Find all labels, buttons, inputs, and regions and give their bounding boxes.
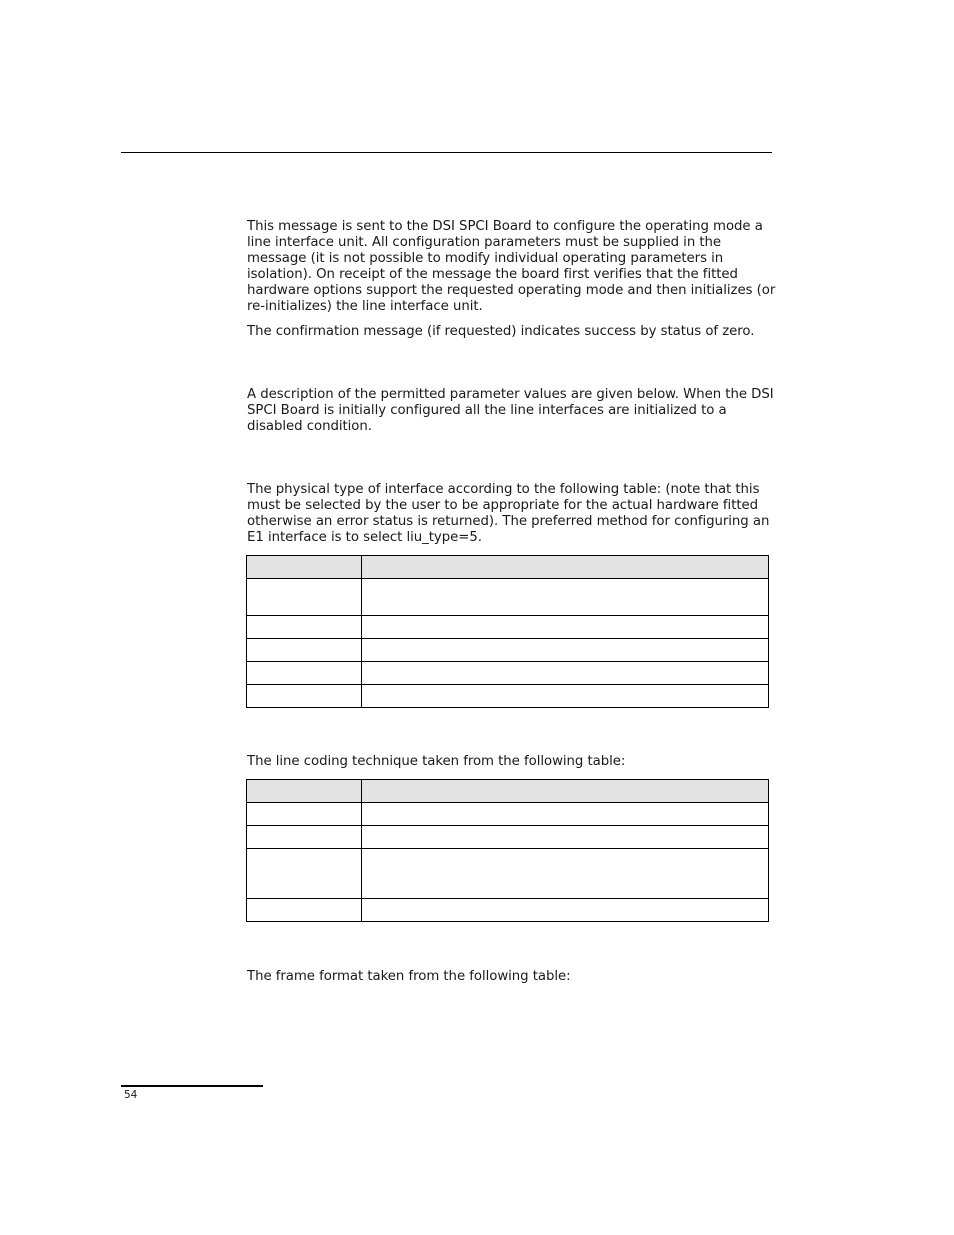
parameters-paragraph: A description of the permitted parameter values are given below. When the DSI SPCI Board is initially configured all the line interfaces are initialized to a disabled condition. (247, 387, 774, 434)
line-code-paragraph: The line coding technique taken from the following table: (247, 754, 626, 769)
table-row (247, 849, 769, 899)
table-cell (247, 639, 362, 662)
header-rule (121, 152, 772, 153)
table-cell (362, 899, 769, 922)
table-row (247, 685, 769, 708)
table-header-row (247, 780, 769, 803)
table-row (247, 579, 769, 616)
table-row (247, 616, 769, 639)
table-cell (362, 662, 769, 685)
table-cell (362, 639, 769, 662)
intro-paragraph: This message is sent to the DSI SPCI Board to configure the operating mode a line interface unit. All configuration parameters must be supplied in the message (it is not possible to modify individual operating parameters in isolation). On receipt of the message the board first verifies that the fitted hardware options support the requested operating mode and then initializes (or re-initializes) the line interface unit. (247, 219, 776, 314)
table-cell (247, 685, 362, 708)
table-cell (247, 662, 362, 685)
line-code-table (246, 779, 769, 922)
table-row (247, 826, 769, 849)
liu-type-paragraph: The physical type of interface according to the following table: (note that this must be selected by the user to be appropriate for the actual hardware fitted otherwise an error status is returned). The preferred method for configuring an E1 interface is to select liu_type=5. (247, 482, 770, 545)
table-row (247, 662, 769, 685)
table-cell (362, 849, 769, 899)
table-header-row (247, 556, 769, 579)
table-cell (247, 616, 362, 639)
table-cell (247, 849, 362, 899)
table-header-cell (247, 556, 362, 579)
table-cell (362, 826, 769, 849)
page-number: 54 (124, 1089, 138, 1101)
table-cell (247, 826, 362, 849)
liu-type-table (246, 555, 769, 708)
table-header-cell (247, 780, 362, 803)
table-row (247, 803, 769, 826)
table-cell (247, 899, 362, 922)
table-cell (362, 803, 769, 826)
table-cell (362, 579, 769, 616)
confirmation-paragraph: The confirmation message (if requested) indicates success by status of zero. (247, 324, 755, 339)
table-row (247, 639, 769, 662)
table-header-cell (362, 556, 769, 579)
table-cell (247, 579, 362, 616)
frame-format-paragraph: The frame format taken from the following table: (247, 969, 571, 984)
table-cell (362, 616, 769, 639)
table-cell (362, 685, 769, 708)
table-cell (247, 803, 362, 826)
table-header-cell (362, 780, 769, 803)
footer-rule (121, 1085, 263, 1087)
table-row (247, 899, 769, 922)
